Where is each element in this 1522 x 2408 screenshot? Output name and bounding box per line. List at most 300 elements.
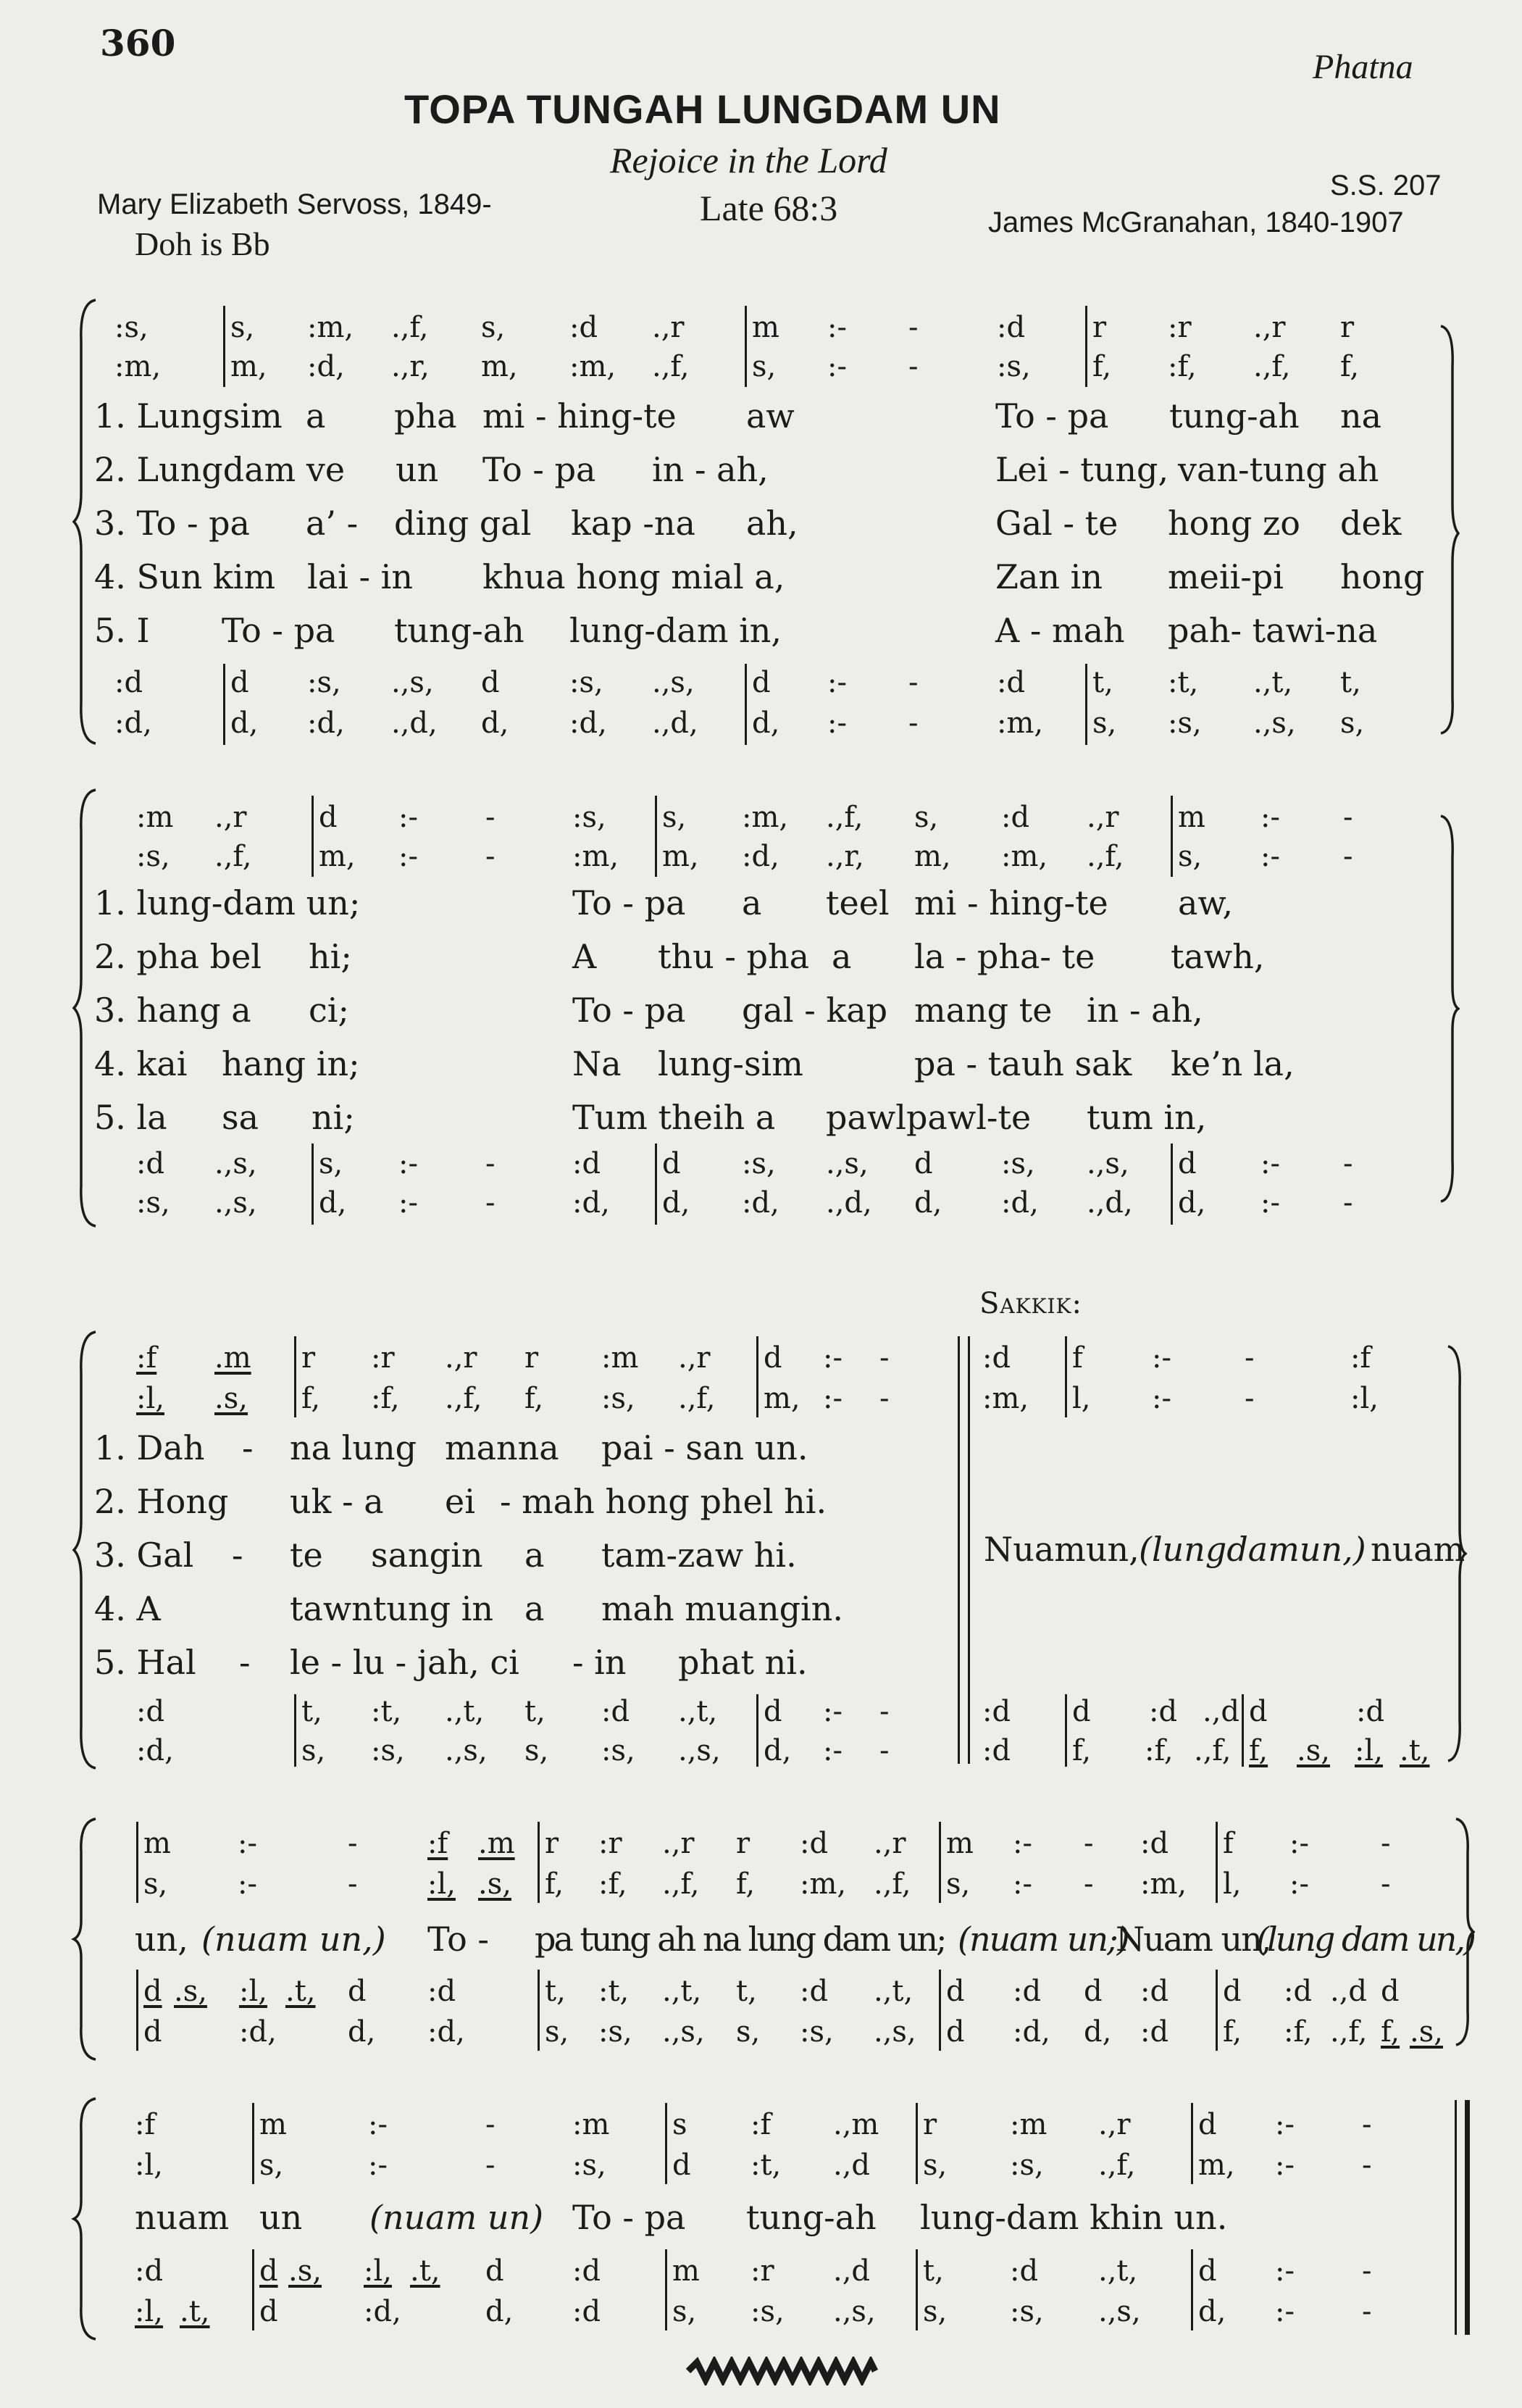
note: d, bbox=[230, 707, 259, 740]
end-ornament bbox=[684, 2357, 879, 2386]
lyric: tum in, bbox=[1087, 1098, 1207, 1137]
note: :d bbox=[569, 311, 598, 344]
note: .,t, bbox=[1098, 2254, 1138, 2288]
note: .,d bbox=[1330, 1975, 1368, 2008]
note: :l, bbox=[239, 1975, 267, 2008]
note: f, bbox=[1249, 1734, 1268, 1767]
note: .,s, bbox=[1253, 707, 1296, 740]
note: :- bbox=[823, 1695, 842, 1728]
lyric: in - ah, bbox=[652, 450, 769, 489]
lyric: gal - kap bbox=[742, 991, 888, 1030]
alto-row bbox=[0, 1377, 1522, 1420]
note: f bbox=[1223, 1827, 1234, 1860]
note: s, bbox=[545, 2015, 569, 2049]
note: :d, bbox=[364, 2295, 401, 2328]
note: s, bbox=[1092, 707, 1117, 740]
note: :- bbox=[827, 666, 847, 699]
note: .,r bbox=[1253, 311, 1286, 344]
verse-2-line bbox=[0, 929, 1522, 984]
note: :r bbox=[598, 1827, 622, 1860]
chorus-line bbox=[0, 1522, 1522, 1577]
note: :d bbox=[1356, 1695, 1385, 1728]
note: d, bbox=[1178, 1186, 1206, 1220]
note: s, bbox=[524, 1734, 549, 1767]
note: .,d, bbox=[826, 1186, 872, 1220]
note: :m, bbox=[114, 350, 162, 383]
note: d bbox=[143, 1975, 162, 2008]
note: :m, bbox=[742, 801, 789, 834]
lyric: pha bbox=[394, 396, 457, 436]
note: :d bbox=[601, 1695, 630, 1728]
note: - bbox=[1362, 2149, 1372, 2182]
note: d bbox=[319, 801, 338, 834]
note: r bbox=[1340, 311, 1355, 344]
note: .,s, bbox=[1087, 1147, 1129, 1180]
note: m bbox=[752, 311, 779, 344]
lyric: 3. hang a bbox=[94, 991, 251, 1030]
lyric: mi - hing-te bbox=[914, 883, 1108, 922]
note: d bbox=[946, 1975, 965, 2008]
lyric: na bbox=[1340, 396, 1382, 436]
note: :d bbox=[136, 1147, 165, 1180]
lyric: 5. Hal bbox=[94, 1643, 196, 1682]
note: :f, bbox=[1145, 1734, 1174, 1767]
lyric: A - mah bbox=[995, 611, 1125, 650]
lyric: a bbox=[306, 396, 326, 436]
note: :l, bbox=[427, 1867, 456, 1901]
note: m bbox=[143, 1827, 171, 1860]
note: :d bbox=[1149, 1695, 1178, 1728]
note: :- bbox=[1289, 1827, 1309, 1860]
lyric: ei bbox=[445, 1482, 475, 1521]
verse-2-line bbox=[0, 1474, 1522, 1529]
note: d bbox=[752, 666, 771, 699]
note: .,r, bbox=[826, 840, 864, 873]
song-reference: S.S. 207 bbox=[1330, 170, 1442, 201]
bass-row bbox=[0, 1181, 1522, 1225]
note: .,f, bbox=[445, 1382, 482, 1415]
lyric: nuam bbox=[135, 2198, 230, 2237]
note: .,s, bbox=[652, 666, 695, 699]
note: .,s, bbox=[214, 1147, 257, 1180]
lyric: - mah hong phel hi. bbox=[500, 1482, 827, 1521]
note: .,m bbox=[833, 2108, 879, 2141]
lyric: nuam bbox=[1371, 1530, 1465, 1569]
note: :d, bbox=[1001, 1186, 1039, 1220]
note: :s, bbox=[750, 2295, 785, 2328]
page-number: 360 bbox=[100, 22, 176, 64]
lyric: a bbox=[524, 1536, 545, 1575]
note: :l, bbox=[1350, 1382, 1379, 1415]
note: s, bbox=[946, 1867, 971, 1901]
note: m bbox=[946, 1827, 974, 1860]
note: d bbox=[672, 2149, 691, 2182]
note: s bbox=[672, 2108, 687, 2141]
note: :s, bbox=[800, 2015, 834, 2049]
note: m bbox=[1178, 801, 1205, 834]
note: - bbox=[1381, 1867, 1391, 1901]
note: d bbox=[485, 2254, 504, 2288]
lyric: tawh, bbox=[1171, 937, 1265, 976]
note: :d bbox=[572, 2295, 601, 2328]
lyric: 3. To - pa bbox=[94, 504, 250, 543]
lyric: phat ni. bbox=[678, 1643, 808, 1682]
author: Mary Elizabeth Servoss, 1849- bbox=[97, 188, 492, 220]
note: :m, bbox=[997, 707, 1044, 740]
lyric: To - bbox=[427, 1920, 489, 1959]
note: :s, bbox=[997, 350, 1031, 383]
note: .,t, bbox=[445, 1695, 485, 1728]
verse-2-line bbox=[0, 442, 1522, 497]
note: r bbox=[524, 1341, 539, 1375]
lyric: mah muangin. bbox=[601, 1589, 843, 1628]
tenor-row bbox=[0, 2249, 1522, 2293]
lyric: 4. kai bbox=[94, 1044, 188, 1083]
lyric: te bbox=[290, 1536, 323, 1575]
lyric: ci; bbox=[309, 991, 349, 1030]
note: :d, bbox=[742, 840, 779, 873]
lyric: tung-ah bbox=[746, 2198, 877, 2237]
note: :d, bbox=[307, 350, 345, 383]
note: :- bbox=[1275, 2254, 1295, 2288]
note: d, bbox=[1084, 2015, 1112, 2049]
note: .m bbox=[214, 1341, 251, 1375]
note: s, bbox=[259, 2149, 284, 2182]
note: :s, bbox=[598, 2015, 632, 2049]
note: m, bbox=[230, 350, 267, 383]
verse-1-line bbox=[0, 1420, 1522, 1475]
note: - bbox=[1245, 1341, 1255, 1375]
hymn-title: TOPA TUNGAH LUNGDAM UN bbox=[404, 86, 1001, 132]
lyric: tawntung in bbox=[290, 1589, 494, 1628]
note: s, bbox=[662, 801, 687, 834]
lyric: To - pa bbox=[572, 991, 686, 1030]
note: f, bbox=[545, 1867, 564, 1901]
lyric: lung-dam khin un. bbox=[920, 2198, 1228, 2237]
note: :d bbox=[1140, 2015, 1169, 2049]
verse-1-line bbox=[0, 875, 1522, 930]
lyric: To - pa bbox=[572, 883, 686, 922]
note: :m, bbox=[569, 350, 616, 383]
lyric: Gal - te bbox=[995, 504, 1118, 543]
note: :- bbox=[1013, 1827, 1032, 1860]
note: f, bbox=[1381, 2015, 1400, 2049]
note: s, bbox=[481, 311, 506, 344]
lyric: 1. Dah bbox=[94, 1428, 205, 1467]
note: d bbox=[946, 2015, 965, 2049]
note: f bbox=[1072, 1341, 1083, 1375]
note: :d, bbox=[1013, 2015, 1050, 2049]
note: .,f, bbox=[662, 1867, 700, 1901]
note: :d bbox=[982, 1341, 1011, 1375]
note: - bbox=[485, 2108, 496, 2141]
lyric: 2. Lungdam ve bbox=[94, 450, 346, 489]
note: t, bbox=[545, 1975, 566, 2008]
lyric: 5. I bbox=[94, 611, 150, 650]
note: :m, bbox=[800, 1867, 847, 1901]
note: .,f, bbox=[391, 311, 429, 344]
note: f, bbox=[736, 1867, 756, 1901]
verse-4-line bbox=[0, 549, 1522, 604]
note: d bbox=[764, 1341, 782, 1375]
note: d, bbox=[752, 707, 780, 740]
note: t, bbox=[1092, 666, 1113, 699]
note: - bbox=[879, 1695, 890, 1728]
note: :m, bbox=[1001, 840, 1048, 873]
chorus-label: Sakkik: bbox=[979, 1287, 1082, 1320]
note: d bbox=[1381, 1975, 1400, 2008]
note: :d bbox=[572, 2254, 601, 2288]
note: d bbox=[259, 2254, 278, 2288]
tenor-row bbox=[0, 1970, 1522, 2013]
note: :- bbox=[1275, 2149, 1295, 2182]
note: s, bbox=[301, 1734, 326, 1767]
soprano-row bbox=[0, 1336, 1522, 1380]
note: - bbox=[908, 666, 919, 699]
note: - bbox=[348, 1867, 358, 1901]
note: :- bbox=[823, 1341, 842, 1375]
note: .,s, bbox=[445, 1734, 488, 1767]
note: - bbox=[485, 801, 496, 834]
note: :d bbox=[1001, 801, 1030, 834]
lyric: la - pha- te bbox=[914, 937, 1095, 976]
note: .,d, bbox=[652, 707, 698, 740]
note: m, bbox=[1198, 2149, 1235, 2182]
lyric: - bbox=[232, 1536, 243, 1575]
note: :m, bbox=[982, 1382, 1029, 1415]
note: .,r bbox=[874, 1827, 906, 1860]
note: .,s, bbox=[1098, 2295, 1141, 2328]
bass-row bbox=[0, 1729, 1522, 1772]
verse-5-line bbox=[0, 1090, 1522, 1145]
note: - bbox=[485, 1186, 496, 1220]
bass-row bbox=[0, 2290, 1522, 2333]
note: .,s, bbox=[678, 1734, 721, 1767]
note: :s, bbox=[742, 1147, 776, 1180]
note: f, bbox=[1092, 350, 1112, 383]
note: d, bbox=[1198, 2295, 1226, 2328]
note: s, bbox=[143, 1867, 168, 1901]
note: s, bbox=[752, 350, 777, 383]
note: d, bbox=[662, 1186, 690, 1220]
note: d bbox=[1178, 1147, 1197, 1180]
note: d, bbox=[485, 2295, 514, 2328]
note: .,s, bbox=[874, 2015, 916, 2049]
note: :- bbox=[1260, 840, 1280, 873]
lyric: dek bbox=[1340, 504, 1402, 543]
note: .,t, bbox=[874, 1975, 913, 2008]
note: :f, bbox=[1168, 350, 1197, 383]
note: :m bbox=[136, 801, 174, 834]
lyric: ke’n la, bbox=[1171, 1044, 1295, 1083]
note: .t, bbox=[1400, 1734, 1430, 1767]
note: d bbox=[230, 666, 249, 699]
note: .,r bbox=[1087, 801, 1119, 834]
note: t, bbox=[1340, 666, 1361, 699]
alto-row bbox=[0, 835, 1522, 878]
lyric: van-tung ah bbox=[1178, 450, 1379, 489]
lyric: Lei - tung, bbox=[995, 450, 1169, 489]
note: r bbox=[545, 1827, 559, 1860]
lyric: a bbox=[742, 883, 762, 922]
lyric: To - pa bbox=[222, 611, 335, 650]
lyric: ding gal bbox=[394, 504, 532, 543]
note: d bbox=[914, 1147, 933, 1180]
note: :l, bbox=[135, 2149, 163, 2182]
note: :s, bbox=[1168, 707, 1202, 740]
lyric: le - lu - jah, ci bbox=[290, 1643, 519, 1682]
note: .,f, bbox=[1098, 2149, 1136, 2182]
note: m bbox=[672, 2254, 700, 2288]
note: .,t, bbox=[662, 1975, 702, 2008]
note: .,d, bbox=[1087, 1186, 1133, 1220]
note: f, bbox=[524, 1382, 544, 1415]
lyric: aw, bbox=[1178, 883, 1233, 922]
note: t, bbox=[923, 2254, 944, 2288]
bass-row bbox=[0, 2010, 1522, 2054]
note: :- bbox=[398, 801, 418, 834]
note: :- bbox=[827, 350, 847, 383]
note: .s, bbox=[288, 2254, 322, 2288]
note: :d, bbox=[136, 1734, 174, 1767]
note: s, bbox=[319, 1147, 343, 1180]
note: - bbox=[1343, 1186, 1353, 1220]
lyric: (lung dam un,) bbox=[1256, 1920, 1474, 1959]
lyric: pai - san un. bbox=[601, 1428, 808, 1467]
lyric: - bbox=[242, 1428, 254, 1467]
note: :- bbox=[1260, 1186, 1280, 1220]
note: r bbox=[736, 1827, 750, 1860]
note: :d bbox=[997, 666, 1026, 699]
note: d bbox=[662, 1147, 681, 1180]
verse-1-line bbox=[0, 388, 1522, 443]
note: :d, bbox=[427, 2015, 465, 2049]
lyric: teel bbox=[826, 883, 890, 922]
note: d bbox=[1223, 1975, 1242, 2008]
key-signature: Doh is Bb bbox=[135, 225, 270, 262]
note: :- bbox=[398, 840, 418, 873]
note: :- bbox=[1260, 1147, 1280, 1180]
note: :d bbox=[427, 1975, 456, 2008]
note: .,f, bbox=[1253, 350, 1291, 383]
lyric: - in bbox=[572, 1643, 627, 1682]
lyric: To - pa bbox=[482, 450, 596, 489]
note: :d bbox=[800, 1827, 829, 1860]
lyric: uk - a bbox=[290, 1482, 384, 1521]
note: m, bbox=[662, 840, 699, 873]
note: :d, bbox=[307, 707, 345, 740]
note: - bbox=[1343, 1147, 1353, 1180]
chorus-lyric-line bbox=[0, 1912, 1522, 1967]
note: :s, bbox=[307, 666, 341, 699]
note: :- bbox=[1260, 801, 1280, 834]
note: .,f, bbox=[1194, 1734, 1232, 1767]
note: .,f, bbox=[1087, 840, 1124, 873]
note: :d bbox=[114, 666, 143, 699]
note: t, bbox=[524, 1695, 545, 1728]
note: :f, bbox=[371, 1382, 400, 1415]
note: .,f, bbox=[1330, 2015, 1368, 2049]
lyric: pa - tauh sak bbox=[914, 1044, 1132, 1083]
note: :- bbox=[238, 1867, 257, 1901]
verse-5-line bbox=[0, 1635, 1522, 1690]
note: s, bbox=[672, 2295, 697, 2328]
note: s, bbox=[914, 801, 939, 834]
lyric: 3. Gal bbox=[94, 1536, 194, 1575]
bass-row bbox=[0, 701, 1522, 745]
note: .t, bbox=[180, 2295, 210, 2328]
note: - bbox=[908, 350, 919, 383]
note: - bbox=[485, 1147, 496, 1180]
note: :- bbox=[1275, 2108, 1295, 2141]
note: :d bbox=[135, 2254, 164, 2288]
note: :m bbox=[1010, 2108, 1048, 2141]
note: .,s, bbox=[662, 2015, 705, 2049]
note: :r bbox=[1168, 311, 1192, 344]
note: d bbox=[259, 2295, 278, 2328]
lyric: meii-pi bbox=[1168, 557, 1284, 596]
note: d bbox=[1072, 1695, 1091, 1728]
note: d bbox=[764, 1695, 782, 1728]
hymn-subtitle: Rejoice in the Lord bbox=[610, 140, 887, 180]
note: .s, bbox=[174, 1975, 207, 2008]
note: :d bbox=[982, 1695, 1011, 1728]
note: .,r bbox=[662, 1827, 695, 1860]
note: .,t, bbox=[678, 1695, 718, 1728]
note: r bbox=[923, 2108, 937, 2141]
note: l, bbox=[1072, 1382, 1091, 1415]
lyric: khua hong mial a, bbox=[482, 557, 785, 596]
note: :d, bbox=[114, 707, 152, 740]
note: .,d, bbox=[391, 707, 438, 740]
note: :l, bbox=[135, 2295, 163, 2328]
lyric: Tum theih a bbox=[572, 1098, 776, 1137]
lyric: hong zo bbox=[1168, 504, 1300, 543]
note: - bbox=[1362, 2254, 1372, 2288]
note: :f bbox=[1350, 1341, 1371, 1375]
note: :d, bbox=[572, 1186, 610, 1220]
tenor-row bbox=[0, 1690, 1522, 1733]
lyric: sa bbox=[222, 1098, 259, 1137]
note: :d bbox=[572, 1147, 601, 1180]
lyric: hang in; bbox=[222, 1044, 360, 1083]
note: :s, bbox=[136, 840, 170, 873]
note: t, bbox=[736, 1975, 757, 2008]
note: :s, bbox=[1010, 2295, 1044, 2328]
section-name: Phatna bbox=[1313, 48, 1413, 86]
note: .,r bbox=[652, 311, 685, 344]
note: :- bbox=[827, 311, 847, 344]
note: :- bbox=[1152, 1341, 1171, 1375]
tenor-row bbox=[0, 1142, 1522, 1186]
note: .,s, bbox=[833, 2295, 876, 2328]
note: .s, bbox=[1297, 1734, 1330, 1767]
note: l, bbox=[1223, 1867, 1242, 1901]
note: d, bbox=[764, 1734, 792, 1767]
note: :d bbox=[982, 1734, 1011, 1767]
lyric: To - pa bbox=[995, 396, 1109, 436]
note: .,f, bbox=[678, 1382, 716, 1415]
note: :- bbox=[827, 707, 847, 740]
note: - bbox=[485, 840, 496, 873]
lyric: a’ - bbox=[306, 504, 359, 543]
note: :m, bbox=[307, 311, 354, 344]
note: d bbox=[481, 666, 500, 699]
note: :s, bbox=[1001, 1147, 1035, 1180]
lyric: un, bbox=[135, 1920, 188, 1959]
note: d bbox=[1249, 1695, 1268, 1728]
note: - bbox=[485, 2149, 496, 2182]
